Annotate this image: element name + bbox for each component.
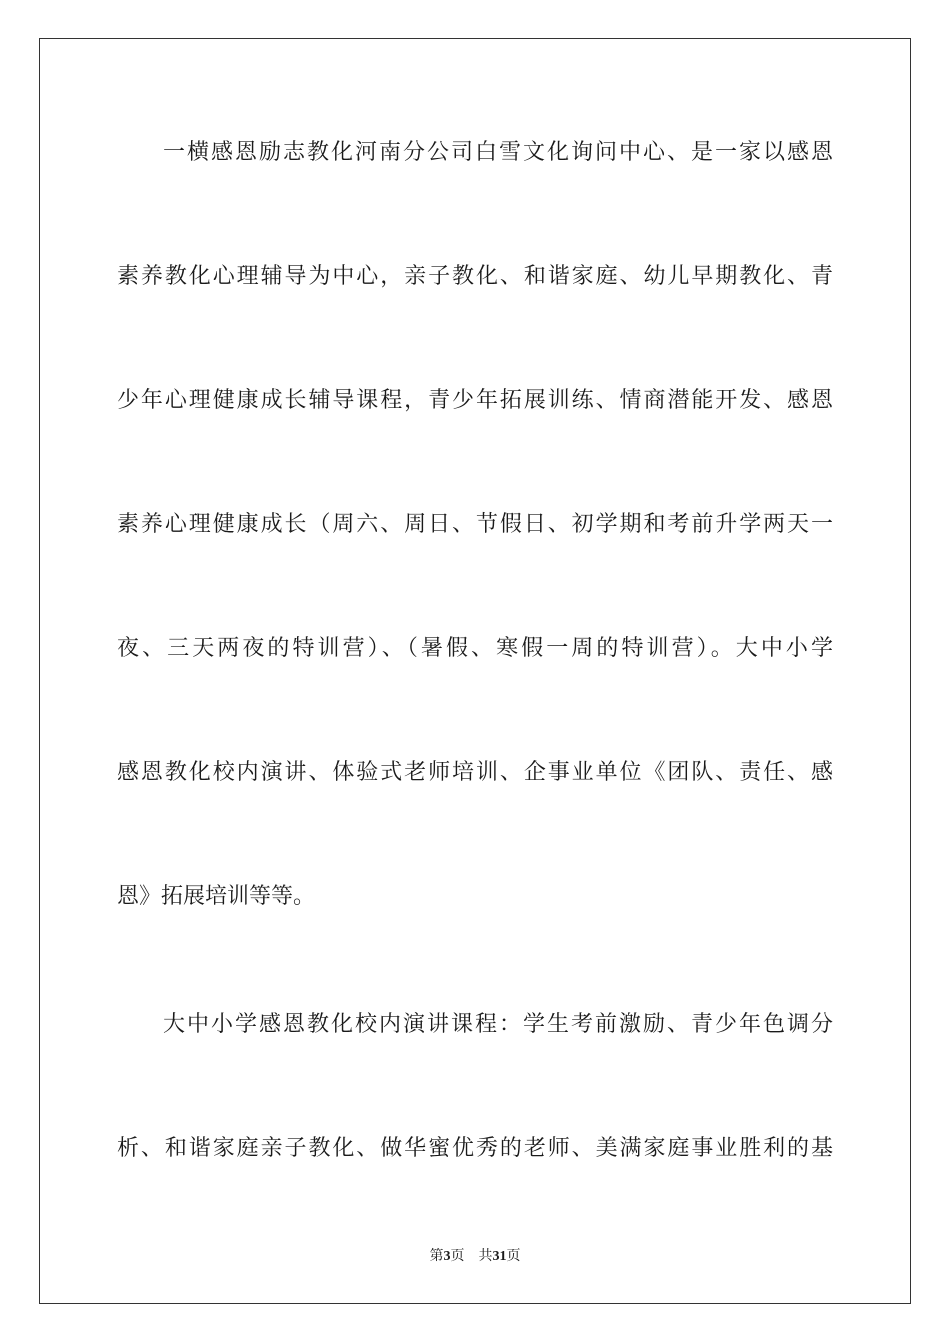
text-line: 素养心理健康成长（周六、周日、节假日、初学期和考前升学两天一 xyxy=(117,512,833,537)
text-line: 大中小学感恩教化校内演讲课程：学生考前激励、青少年色调分 xyxy=(163,1012,833,1037)
page-suffix: 页 xyxy=(450,1248,465,1264)
text-line: 恩》拓展培训等等。 xyxy=(117,884,316,909)
text-line: 析、和谐家庭亲子教化、做华蜜优秀的老师、美满家庭事业胜利的基 xyxy=(117,1136,833,1161)
total-suffix: 页 xyxy=(506,1248,521,1264)
text-line: 感恩教化校内演讲、体验式老师培训、企事业单位《团队、责任、感 xyxy=(117,760,833,785)
text-line: 少年心理健康成长辅导课程，青少年拓展训练、情商潜能开发、感恩 xyxy=(117,388,833,413)
page-prefix: 第 xyxy=(429,1248,444,1264)
page-current: 3 xyxy=(443,1249,451,1264)
text-line: 一横感恩励志教化河南分公司白雪文化询问中心、是一家以感恩 xyxy=(163,140,833,165)
text-line: 夜、三天两夜的特训营）、（暑假、寒假一周的特训营）。大中小学 xyxy=(117,636,833,661)
page-total: 31 xyxy=(492,1249,507,1264)
page-border xyxy=(39,38,911,1304)
text-line: 素养教化心理辅导为中心，亲子教化、和谐家庭、幼儿早期教化、青 xyxy=(117,264,833,289)
total-prefix: 共 xyxy=(478,1248,493,1264)
page-footer xyxy=(0,1247,950,1266)
